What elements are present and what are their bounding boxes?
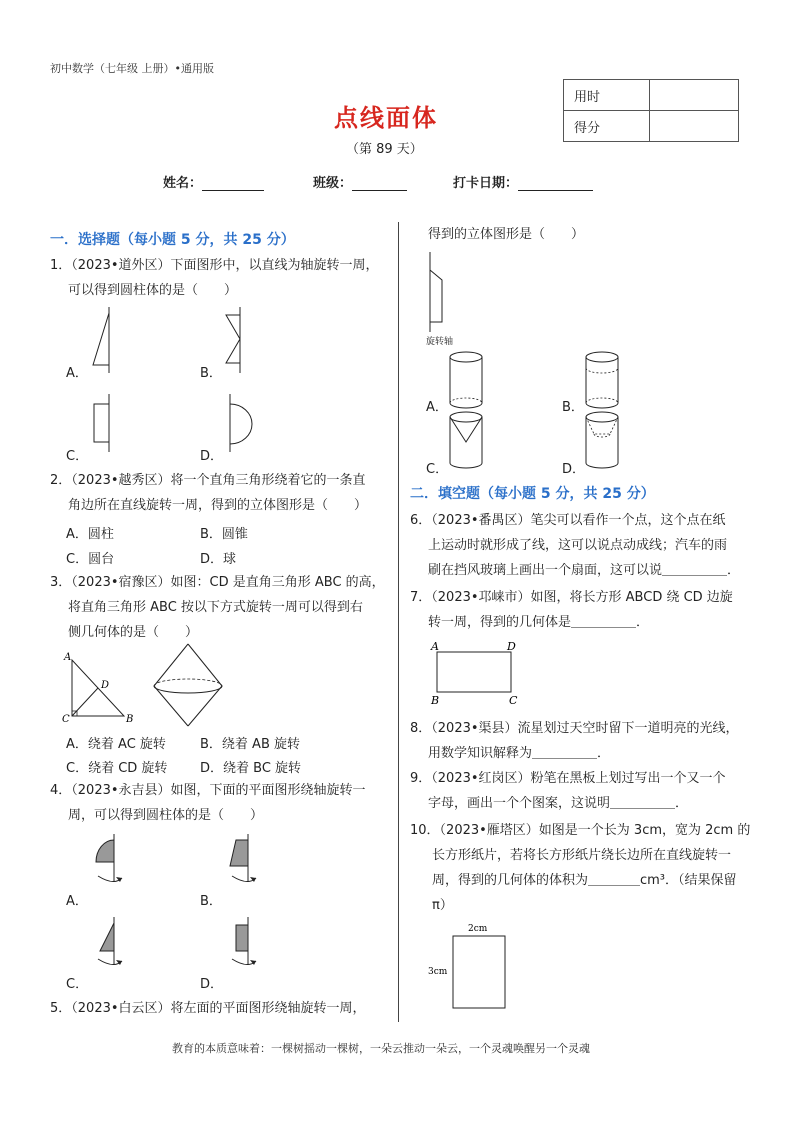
q5-cylinder-a	[446, 350, 486, 412]
section1-heading: 一．选择题（每小题 5 分，共 25 分）	[50, 232, 295, 248]
q2-option-b[interactable]: B．圆锥	[200, 527, 248, 542]
q1-option-c-label[interactable]: C．	[66, 449, 89, 464]
q7-label-d: D	[507, 640, 516, 653]
q4-option-b-label[interactable]: B．	[200, 894, 222, 909]
score-label: 得分	[564, 111, 650, 142]
q3-label-c: C	[62, 714, 70, 725]
q1-figure-b	[220, 305, 260, 375]
q1-option-d-label[interactable]: D．	[200, 449, 224, 464]
q4-option-c-label[interactable]: C．	[66, 977, 89, 992]
q7-label-c: C	[509, 694, 518, 707]
subject-header: 初中数学（七年级 上册）•通用版	[50, 62, 214, 75]
q3-triangle-figure	[60, 648, 140, 726]
question-10: 10．（2023•雁塔区）如图是一个长为 3cm，宽为 2cm 的 长方形纸片，若将长方形纸片绕长边所在直线旋转一 周，得到的几何体的体积为＿＿＿＿cm³．（结果保留 π）	[410, 823, 751, 913]
page-title: 点线面体	[334, 104, 438, 132]
q4-figure-c	[88, 915, 133, 973]
timing-table	[563, 79, 739, 142]
q2-option-c[interactable]: C．圆台	[66, 552, 115, 567]
question-5-line-1: 5．（2023•白云区）将左面的平面图形绕轴旋转一周，	[50, 1001, 366, 1016]
q1-figure-d	[225, 392, 270, 454]
column-divider	[398, 222, 399, 1022]
question-7: 7．（2023•邛崃市）如图，将长方形 ABCD 绕 CD 边旋 转一周，得到的几何体是＿＿＿＿＿．	[410, 590, 733, 630]
question-9: 9．（2023•红岗区）粉笔在黑板上划过写出一个又一个 字母，画出一个个图案，这说明＿＿＿＿＿．	[410, 771, 726, 811]
q5-cylinder-b	[582, 350, 622, 412]
q10-length-label: 3cm	[428, 967, 448, 977]
question-5-line-2: 得到的立体图形是（ ）	[428, 227, 585, 242]
question-6: 6．（2023•番禺区）笔尖可以看作一个点，这个点在纸 上运动时就形成了线，这可以说点动成线；汽车的雨 刷在挡风玻璃上画出一个扇面，这可以说＿＿＿＿＿．	[410, 513, 741, 578]
q3-label-d: D	[101, 680, 110, 691]
date-blank[interactable]	[518, 176, 593, 191]
q5-cylinder-c	[446, 410, 486, 472]
day-label: （第 89 天）	[346, 142, 423, 157]
question-4: 4．（2023•永吉县）如图，下面的平面图形绕轴旋转一 周，可以得到圆柱体的是（ ）	[50, 783, 366, 823]
q3-option-c[interactable]: C．绕着 CD 旋转	[66, 761, 168, 776]
q7-label-a: A	[431, 640, 439, 653]
q5-plane-figure	[422, 250, 452, 335]
question-8: 8．（2023•渠县）流星划过天空时留下一道明亮的光线， 用数学知识解释为＿＿＿＿＿．	[410, 721, 739, 761]
q3-option-b[interactable]: B．绕着 AB 旋转	[200, 737, 300, 752]
q3-double-cone-figure	[150, 640, 226, 730]
q4-figure-a	[88, 832, 133, 890]
question-1: 1．（2023•道外区）下面图形中，以直线为轴旋转一周， 可以得到圆柱体的是（ ）	[50, 258, 379, 298]
question-3: 3．（2023•宿豫区）如图：CD 是直角三角形 ABC 的高， 将直角三角形 ABC 按以下方式旋转一周可以得到右 侧几何体的是（ ）	[50, 575, 385, 640]
q1-option-a-label[interactable]: A．	[66, 366, 88, 381]
q5-cylinder-d	[582, 410, 622, 472]
q3-option-d[interactable]: D．绕着 BC 旋转	[200, 761, 302, 776]
q5-option-b-label[interactable]: B．	[562, 400, 584, 415]
name-label: 姓名：	[163, 176, 203, 191]
q4-option-a-label[interactable]: A．	[66, 894, 88, 909]
name-field	[163, 172, 264, 191]
time-cell[interactable]	[650, 80, 739, 111]
q10-rectangle-figure	[425, 918, 515, 1014]
q7-label-b: B	[431, 694, 440, 707]
question-2: 2．（2023•越秀区）将一个直角三角形绕着它的一条直 角边所在直线旋转一周，得到的立体图形是（ ）	[50, 473, 368, 513]
q5-axis-label: 旋转轴	[426, 337, 454, 347]
q2-option-a[interactable]: A．圆柱	[66, 527, 114, 542]
q3-label-b: B	[126, 714, 134, 725]
name-blank[interactable]	[202, 176, 264, 191]
score-cell[interactable]	[650, 111, 739, 142]
q3-label-a: A	[64, 652, 72, 663]
section2-heading: 二．填空题（每小题 5 分，共 25 分）	[410, 486, 655, 502]
q3-option-a[interactable]: A．绕着 AC 旋转	[66, 737, 166, 752]
class-blank[interactable]	[352, 176, 407, 191]
q5-option-c-label[interactable]: C．	[426, 462, 449, 477]
q4-option-d-label[interactable]: D．	[200, 977, 224, 992]
class-label: 班级：	[313, 176, 353, 191]
q10-width-label: 2cm	[468, 924, 488, 934]
q2-option-d[interactable]: D．球	[200, 552, 237, 567]
q1-option-b-label[interactable]: B．	[200, 366, 222, 381]
q4-figure-d	[222, 915, 267, 973]
q1-figure-a	[85, 305, 125, 375]
time-label: 用时	[564, 80, 650, 111]
class-field	[313, 172, 407, 191]
footer-quote: 教育的本质意味着：一棵树摇动一棵树，一朵云推动一朵云，一个灵魂唤醒另一个灵魂	[172, 1042, 590, 1055]
date-label: 打卡日期：	[453, 176, 519, 191]
q7-rectangle-figure	[425, 636, 525, 710]
q5-option-d-label[interactable]: D．	[562, 462, 586, 477]
date-field	[453, 172, 593, 191]
q1-figure-c	[85, 392, 125, 454]
q4-figure-b	[222, 832, 267, 890]
q5-option-a-label[interactable]: A．	[426, 400, 448, 415]
